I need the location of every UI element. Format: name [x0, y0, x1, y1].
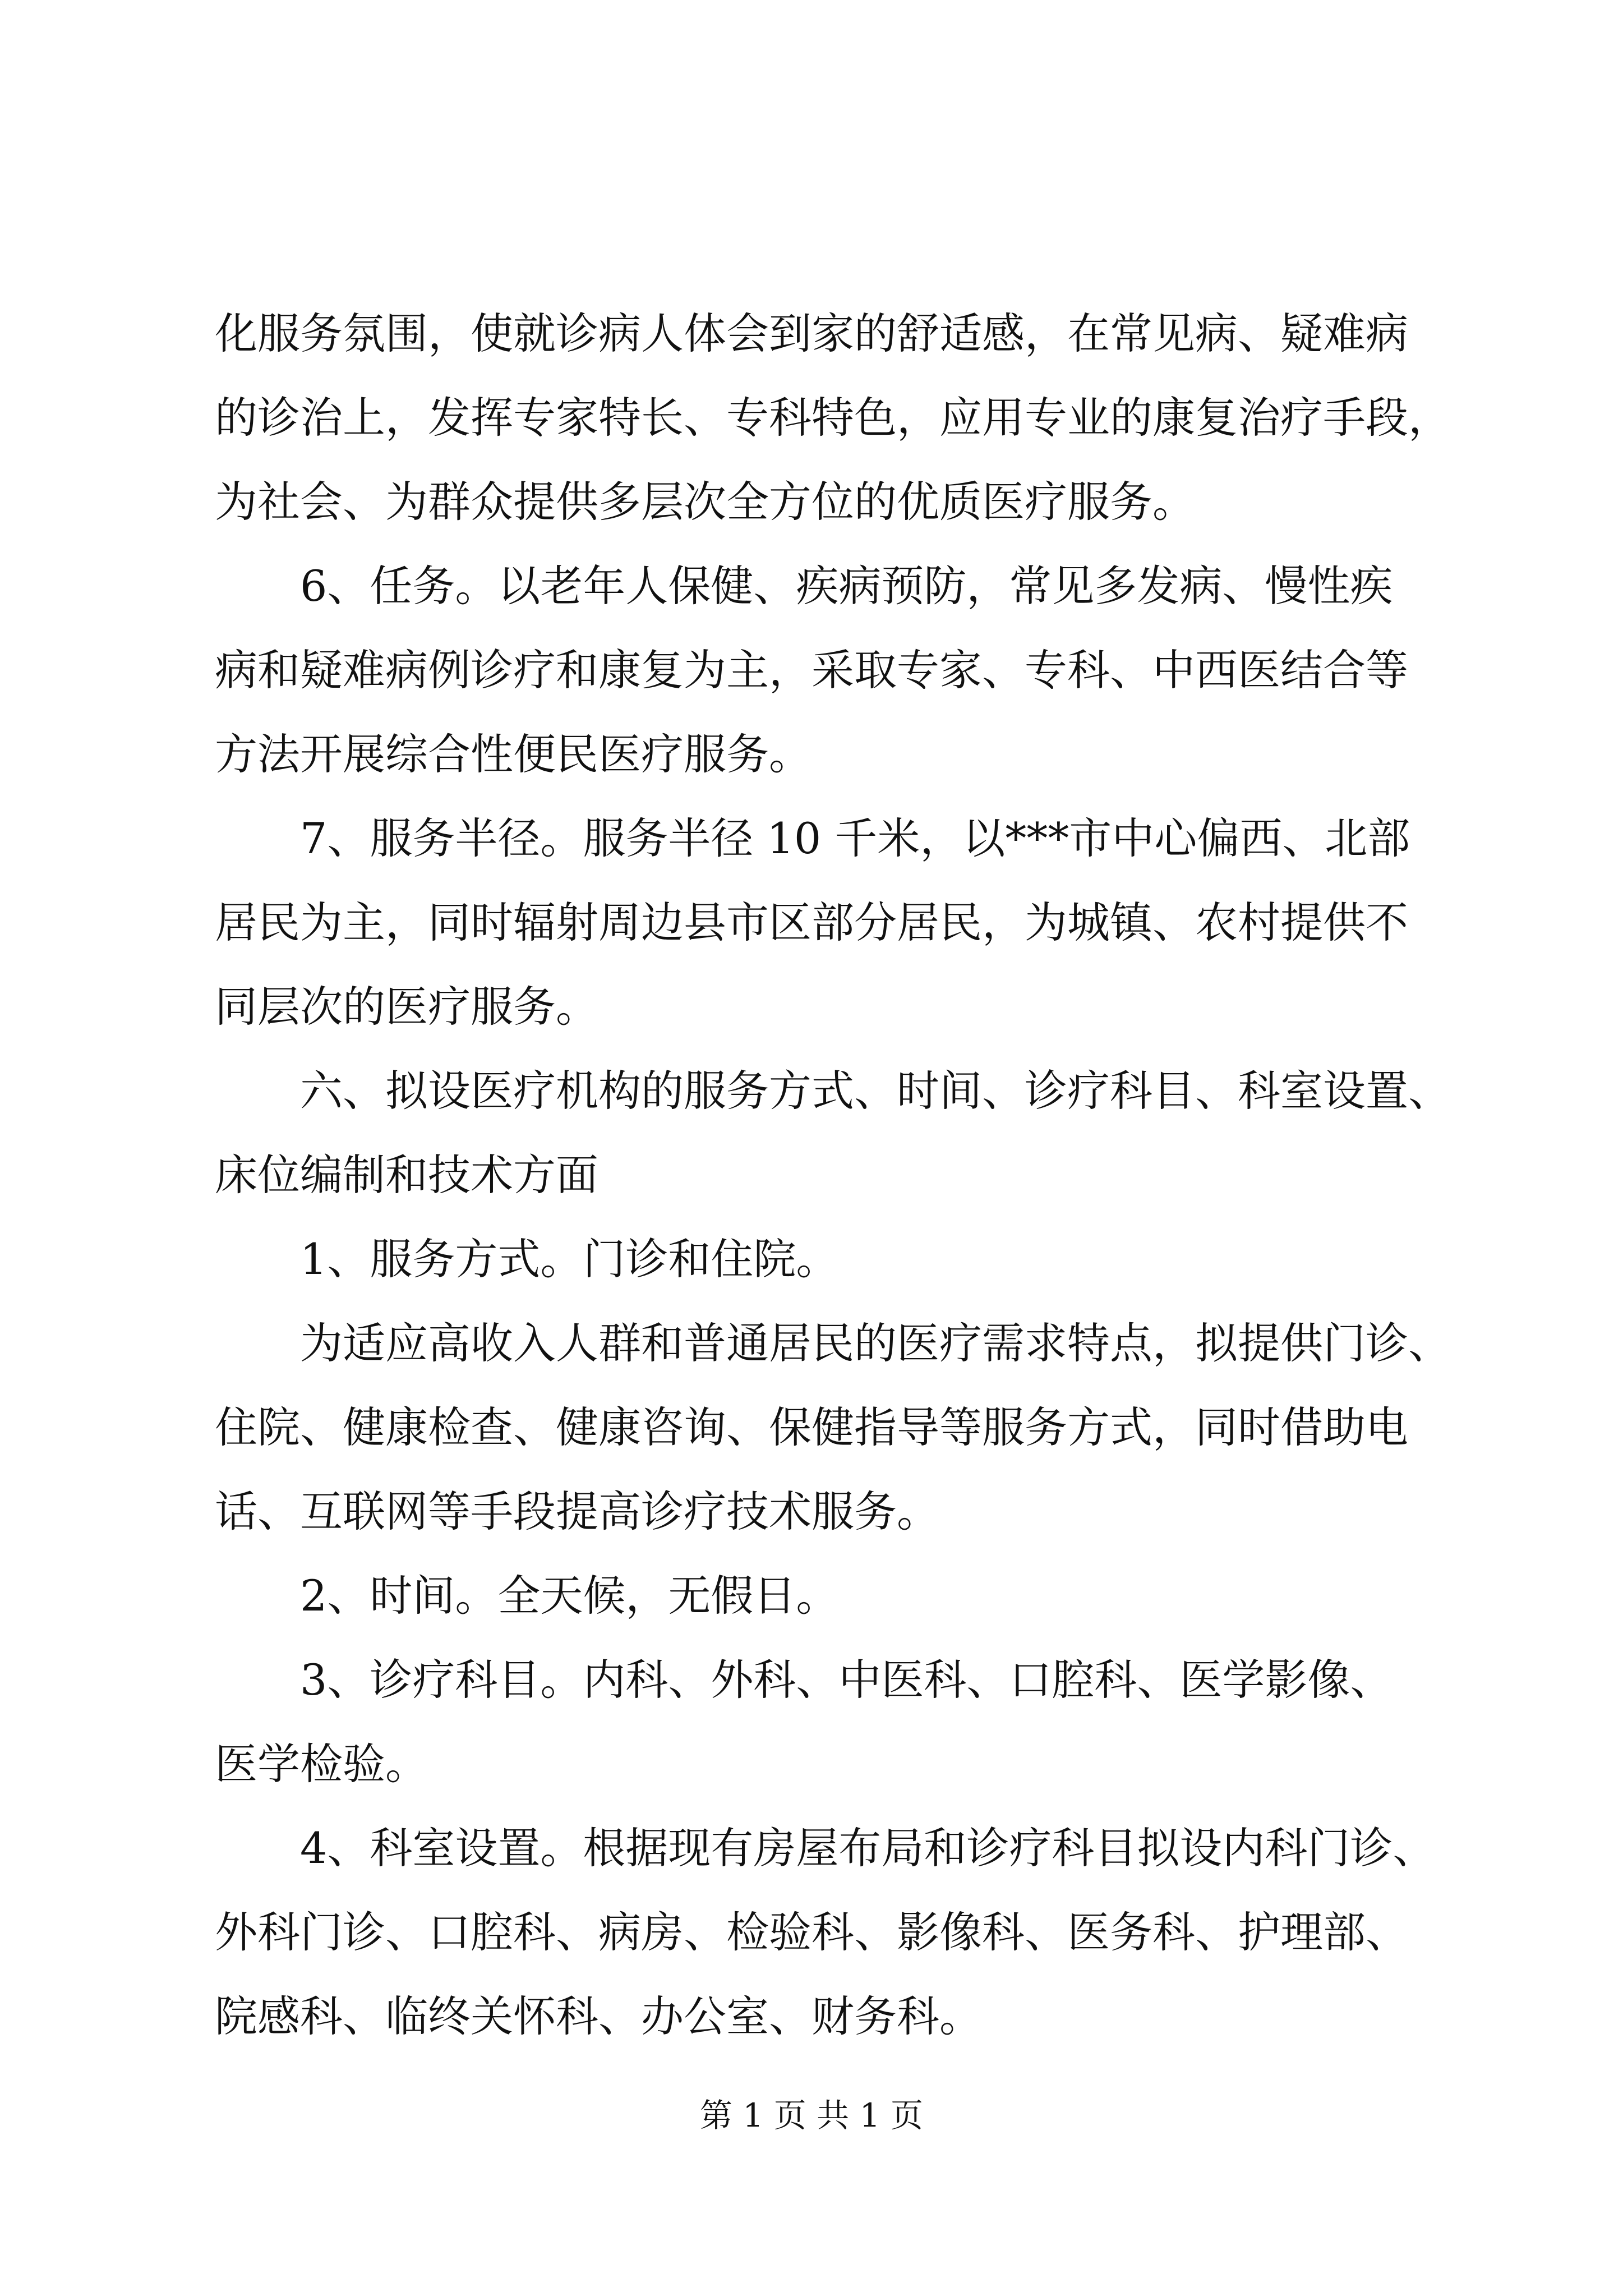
paragraph-6-first-line: 6、任务。以老年人保健、疾病预防，常见多发病、慢性疾 [300, 561, 1393, 611]
text-line: 病和疑难病例诊疗和康复为主，采取专家、专科、中西医结合等 [215, 645, 1408, 695]
text-line: 院感科、临终关怀科、办公室、财务科。 [215, 1991, 982, 2041]
item-4-section-setup: 4、科室设置。根据现有房屋布局和诊疗科目拟设内科门诊、 [300, 1823, 1436, 1873]
paragraph-first-line: 为适应高收入人群和普通居民的医疗需求特点，拟提供门诊、 [300, 1318, 1451, 1368]
text-line: 化服务氛围，使就诊病人体会到家的舒适感，在常见病、疑难病 [215, 309, 1408, 358]
text-line: 话、互联网等手段提高诊疗技术服务。 [215, 1487, 939, 1536]
item-3-departments: 3、诊疗科目。内科、外科、中医科、口腔科、医学影像、 [300, 1655, 1393, 1705]
section-6-heading-continued: 床位编制和技术方面 [215, 1150, 598, 1200]
text-line: 居民为主，同时辐射周边县市区部分居民，为城镇、农村提供不 [215, 898, 1408, 947]
text-line: 医学检验。 [215, 1739, 428, 1789]
paragraph-7-first-line: 7、服务半径。服务半径 10 千米，以***市中心偏西、北部 [300, 813, 1410, 863]
text-line: 外科门诊、口腔科、病房、检验科、影像科、医务科、护理部、 [215, 1907, 1408, 1957]
text-line: 同层次的医疗服务。 [215, 982, 598, 1032]
section-6-heading: 六、拟设医疗机构的服务方式、时间、诊疗科目、科室设置、 [300, 1066, 1451, 1116]
item-2-time: 2、时间。全天候，无假日。 [300, 1571, 839, 1621]
item-1-service-mode: 1、服务方式。门诊和住院。 [300, 1234, 839, 1284]
page-footer: 第 1 页 共 1 页 [700, 2096, 923, 2134]
text-line: 为社会、为群众提供多层次全方位的优质医疗服务。 [215, 477, 1195, 527]
text-line: 住院、健康检查、健康咨询、保健指导等服务方式，同时借助电 [215, 1402, 1408, 1452]
text-line: 的诊治上，发挥专家特长、专科特色，应用专业的康复治疗手段， [215, 393, 1451, 443]
text-line: 方法开展综合性便民医疗服务。 [215, 729, 811, 779]
